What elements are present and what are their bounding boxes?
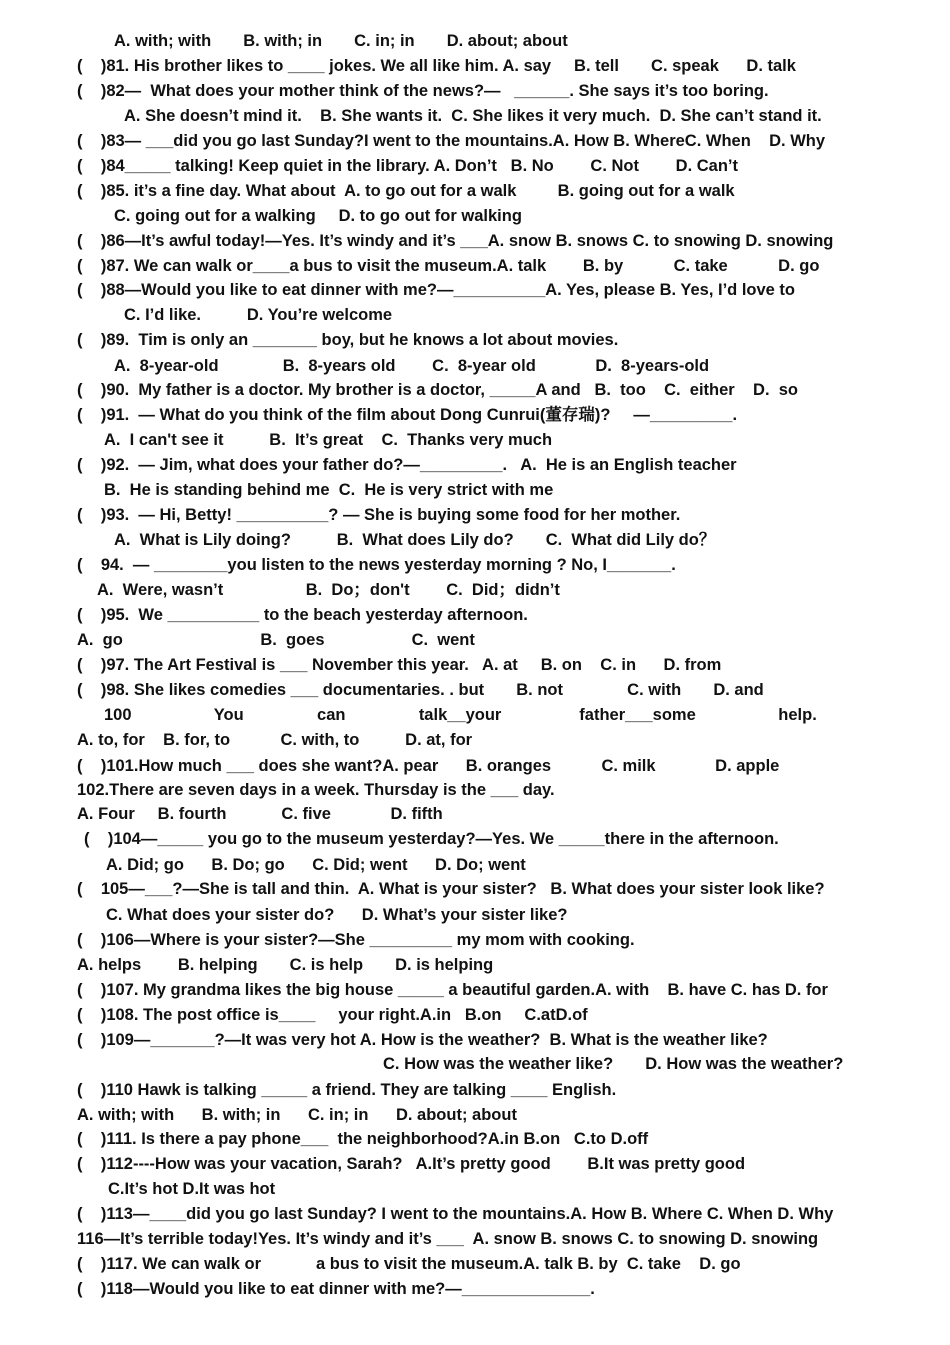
line-45: ( )111. Is there a pay phone___ the neighborhood?A.in B.on C.to D.off <box>77 1130 649 1148</box>
line-14: A. 8-year-old B. 8-years old C. 8-year old D. 8-years-old <box>114 357 710 375</box>
line-22: ( 94. — ________you listen to the news yesterday morning ? No, I_______. <box>77 556 676 574</box>
line-43: ( )110 Hawk is talking _____ a friend. They are talking ____ English. <box>77 1081 617 1099</box>
line-47: C.It’s hot D.It was hot <box>108 1180 276 1198</box>
line-28: 100 You can talk__your father___some help. <box>104 706 817 724</box>
line-49: 116—It’s terrible today!Yes. It’s windy and it’s ___ A. snow B. snows C. to snowing D. snowing <box>77 1230 819 1248</box>
line-7: ( )85. it’s a fine day. What about A. to go out for a walk B. going out for a walk <box>77 182 735 200</box>
line-6: ( )84_____ talking! Keep quiet in the library. A. Don’t B. No C. Not D. Can’t <box>77 157 739 175</box>
line-50: ( )117. We can walk or a bus to visit the museum.A. talk B. by C. take D. go <box>77 1255 741 1273</box>
line-15: ( )90. My father is a doctor. My brother is a doctor, _____A and B. too C. either D. so <box>77 381 798 399</box>
line-2: ( )81. His brother likes to ____ jokes. We all like him. A. say B. tell C. speak D. talk <box>77 57 796 75</box>
line-16: ( )91. — What do you think of the film about Dong Cunrui(董存瑞)? —_________. <box>77 406 738 424</box>
line-32: A. Four B. fourth C. five D. fifth <box>77 805 443 823</box>
line-48: ( )113—____did you go last Sunday? I went to the mountains.A. How B. Where C. When D. Why <box>77 1205 834 1223</box>
line-40: ( )108. The post office is____ your right.A.in B.on C.atD.of <box>77 1006 588 1024</box>
line-29: A. to, for B. for, to C. with, to D. at, for <box>77 731 473 749</box>
line-24: ( )95. We __________ to the beach yesterday afternoon. <box>77 606 528 624</box>
line-23: A. Were, wasn’t B. Do；don't C. Did；didn’t <box>97 581 560 599</box>
line-35: ( 105—___?—She is tall and thin. A. What is your sister? B. What does your sister look like? <box>77 880 825 898</box>
line-34: A. Did; go B. Do; go C. Did; went D. Do; went <box>106 856 526 874</box>
line-27: ( )98. She likes comedies ___ documentaries. . but B. not C. with D. and <box>77 681 764 699</box>
line-25: A. go B. goes C. went <box>77 631 475 649</box>
line-21: A. What is Lily doing? B. What does Lily do? C. What did Lily do？ <box>114 531 716 549</box>
line-12: C. I’d like. D. You’re welcome <box>124 306 393 324</box>
line-33: ( )104—_____ you go to the museum yesterday?—Yes. We _____there in the afternoon. <box>84 830 779 848</box>
line-51: ( )118—Would you like to eat dinner with me?—______________. <box>77 1280 595 1298</box>
line-20: ( )93. — Hi, Betty! __________? — She is buying some food for her mother. <box>77 506 681 524</box>
line-4: A. She doesn’t mind it. B. She wants it. C. She likes it very much. D. She can’t stand it. <box>124 107 822 125</box>
line-26: ( )97. The Art Festival is ___ November this year. A. at B. on C. in D. from <box>77 656 722 674</box>
line-8: C. going out for a walking D. to go out for walking <box>114 207 522 225</box>
line-38: A. helps B. helping C. is help D. is helping <box>77 956 494 974</box>
line-42: C. How was the weather like? D. How was the weather? <box>383 1055 844 1073</box>
line-17: A. I can't see it B. It’s great C. Thanks very much <box>104 431 553 449</box>
line-1: A. with; with B. with; in C. in; in D. about; about <box>114 32 568 50</box>
line-18: ( )92. — Jim, what does your father do?—_________. A. He is an English teacher <box>77 456 737 474</box>
line-11: ( )88—Would you like to eat dinner with me?—__________A. Yes, please B. Yes, I’d love to <box>77 281 796 299</box>
line-13: ( )89. Tim is only an _______ boy, but he knows a lot about movies. <box>77 331 619 349</box>
line-30: ( )101.How much ___ does she want?A. pear B. oranges C. milk D. apple <box>77 757 780 775</box>
line-41: ( )109—_______?—It was very hot A. How is the weather? B. What is the weather like? <box>77 1031 768 1049</box>
line-39: ( )107. My grandma likes the big house _____ a beautiful garden.A. with B. have C. has D. for <box>77 981 828 999</box>
line-3: ( )82— What does your mother think of the news?— ______. She says it’s too boring. <box>77 82 769 100</box>
line-36: C. What does your sister do? D. What’s your sister like? <box>106 906 568 924</box>
line-44: A. with; with B. with; in C. in; in D. about; about <box>77 1106 517 1124</box>
line-5: ( )83— ___did you go last Sunday?I went to the mountains.A. How B. WhereC. When D. Why <box>77 132 826 150</box>
line-46: ( )112----How was your vacation, Sarah? A.It’s pretty good B.It was pretty good <box>77 1155 746 1173</box>
line-37: ( )106—Where is your sister?—She _________ my mom with cooking. <box>77 931 635 949</box>
line-9: ( )86—It’s awful today!—Yes. It’s windy and it’s ___A. snow B. snows C. to snowing D. snowing <box>77 232 834 250</box>
line-31: 102.There are seven days in a week. Thursday is the ___ day. <box>77 781 555 799</box>
line-19: B. He is standing behind me C. He is very strict with me <box>104 481 554 499</box>
line-10: ( )87. We can walk or____a bus to visit the museum.A. talk B. by C. take D. go <box>77 257 820 275</box>
